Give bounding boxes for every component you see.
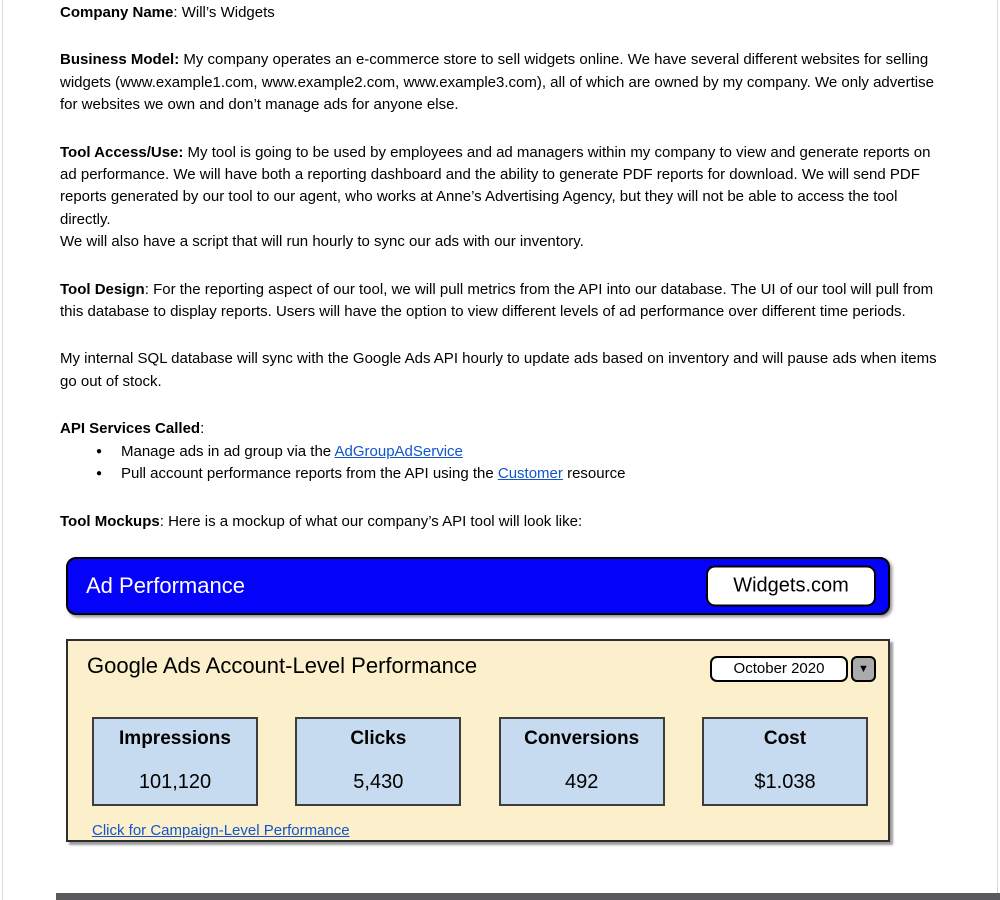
tool-mockups-paragraph: [60, 511, 942, 533]
api-services-label: API Services Called: [60, 420, 201, 438]
business-model-label: Business Model:: [60, 51, 180, 69]
chevron-down-icon: ▼: [858, 662, 869, 675]
panel-title: Google Ads Account-Level Performance: [87, 652, 478, 678]
panel-header-row: [68, 641, 888, 682]
api-services-colon: :: [200, 420, 205, 438]
bullet-text: Pull account performance reports from the API using the: [121, 465, 498, 483]
bullet-text-suffix: resource: [562, 465, 626, 483]
widgets-button[interactable]: Widgets.com: [706, 565, 876, 606]
tool-access-text2: We will also have a script that will run hourly to sync our ads with our inventory.: [60, 233, 584, 251]
document-page: [2, 0, 998, 900]
metric-label: Cost: [763, 727, 807, 749]
campaign-level-link[interactable]: Click for Campaign-Level Performance: [92, 821, 350, 839]
business-model-text: My company operates an e-commerce store to sell widgets online. We have several different websites for selling widgets (www.example1.com, www.example2.com, www.example3.com), all of which are owned by my company. We only advertise for websites we own and don’t manage ads for anyone else.: [60, 51, 934, 114]
metric-card-impressions: [92, 717, 258, 806]
month-dropdown[interactable]: [710, 656, 876, 682]
sql-sync-paragraph: [60, 348, 942, 393]
tool-design-text: : For the reporting aspect of our tool, we will pull metrics from the API into our database. The UI of our tool will pull from this database to display reports. Users will have the option to view different levels of ad performance over different time periods.: [60, 280, 934, 321]
metric-card-conversions: [499, 717, 665, 806]
metric-value: 101,120: [138, 770, 212, 793]
business-model-paragraph: [60, 49, 942, 116]
cropped-element-strip: [56, 893, 1000, 900]
metric-label: Clicks: [350, 727, 407, 749]
month-dropdown-value[interactable]: October 2020: [710, 656, 848, 682]
dropdown-arrow-button[interactable]: [851, 656, 876, 682]
metric-value: 5,430: [353, 770, 404, 793]
account-performance-panel: [66, 639, 890, 842]
metric-label: Conversions: [524, 727, 640, 749]
tool-mockups-label: Tool Mockups: [60, 512, 160, 530]
tool-access-paragraph: [60, 142, 942, 254]
metric-card-cost: [702, 717, 868, 806]
tool-access-text: My tool is going to be used by employees and ad managers within my company to view and generate reports on ad performance. We will have both a reporting dashboard and the ability to generate PDF reports for download. We will send PDF reports generated by our tool to our agent, who works at Anne’s Advertising Agency, but they will not be able to access the tool directly.: [60, 143, 931, 228]
api-services-heading: [60, 418, 942, 440]
customer-link[interactable]: Customer: [497, 465, 563, 483]
bullet-text: Manage ads in ad group via the: [121, 442, 335, 460]
mockup-header-bar: [66, 557, 890, 615]
api-services-list: [60, 441, 942, 486]
metric-card-clicks: [295, 717, 461, 806]
metrics-row: [68, 717, 888, 806]
company-name-value: : Will’s Widgets: [173, 4, 275, 21]
mockup-app-title: Ad Performance: [86, 572, 245, 598]
tool-design-label: Tool Design: [60, 280, 145, 298]
sql-sync-text: My internal SQL database will sync with the Google Ads API hourly to update ads based on inventory and will pause ads when items go out of stock.: [60, 350, 937, 390]
document-body: [3, 0, 997, 842]
metric-value: 492: [564, 770, 599, 793]
tool-access-label: Tool Access/Use:: [60, 143, 184, 161]
list-item-customer: [94, 463, 942, 485]
company-name-label: Company Name: [60, 4, 174, 21]
metric-label: Impressions: [119, 727, 231, 749]
company-name-line: [60, 2, 942, 24]
tool-design-paragraph: [60, 279, 942, 324]
metric-value: $1.038: [754, 770, 816, 793]
list-item-adgroupadservice: [94, 441, 942, 463]
tool-mockups-text: : Here is a mockup of what our company’s API tool will look like:: [159, 512, 583, 530]
adgroupadservice-link[interactable]: AdGroupAdService: [334, 442, 463, 460]
